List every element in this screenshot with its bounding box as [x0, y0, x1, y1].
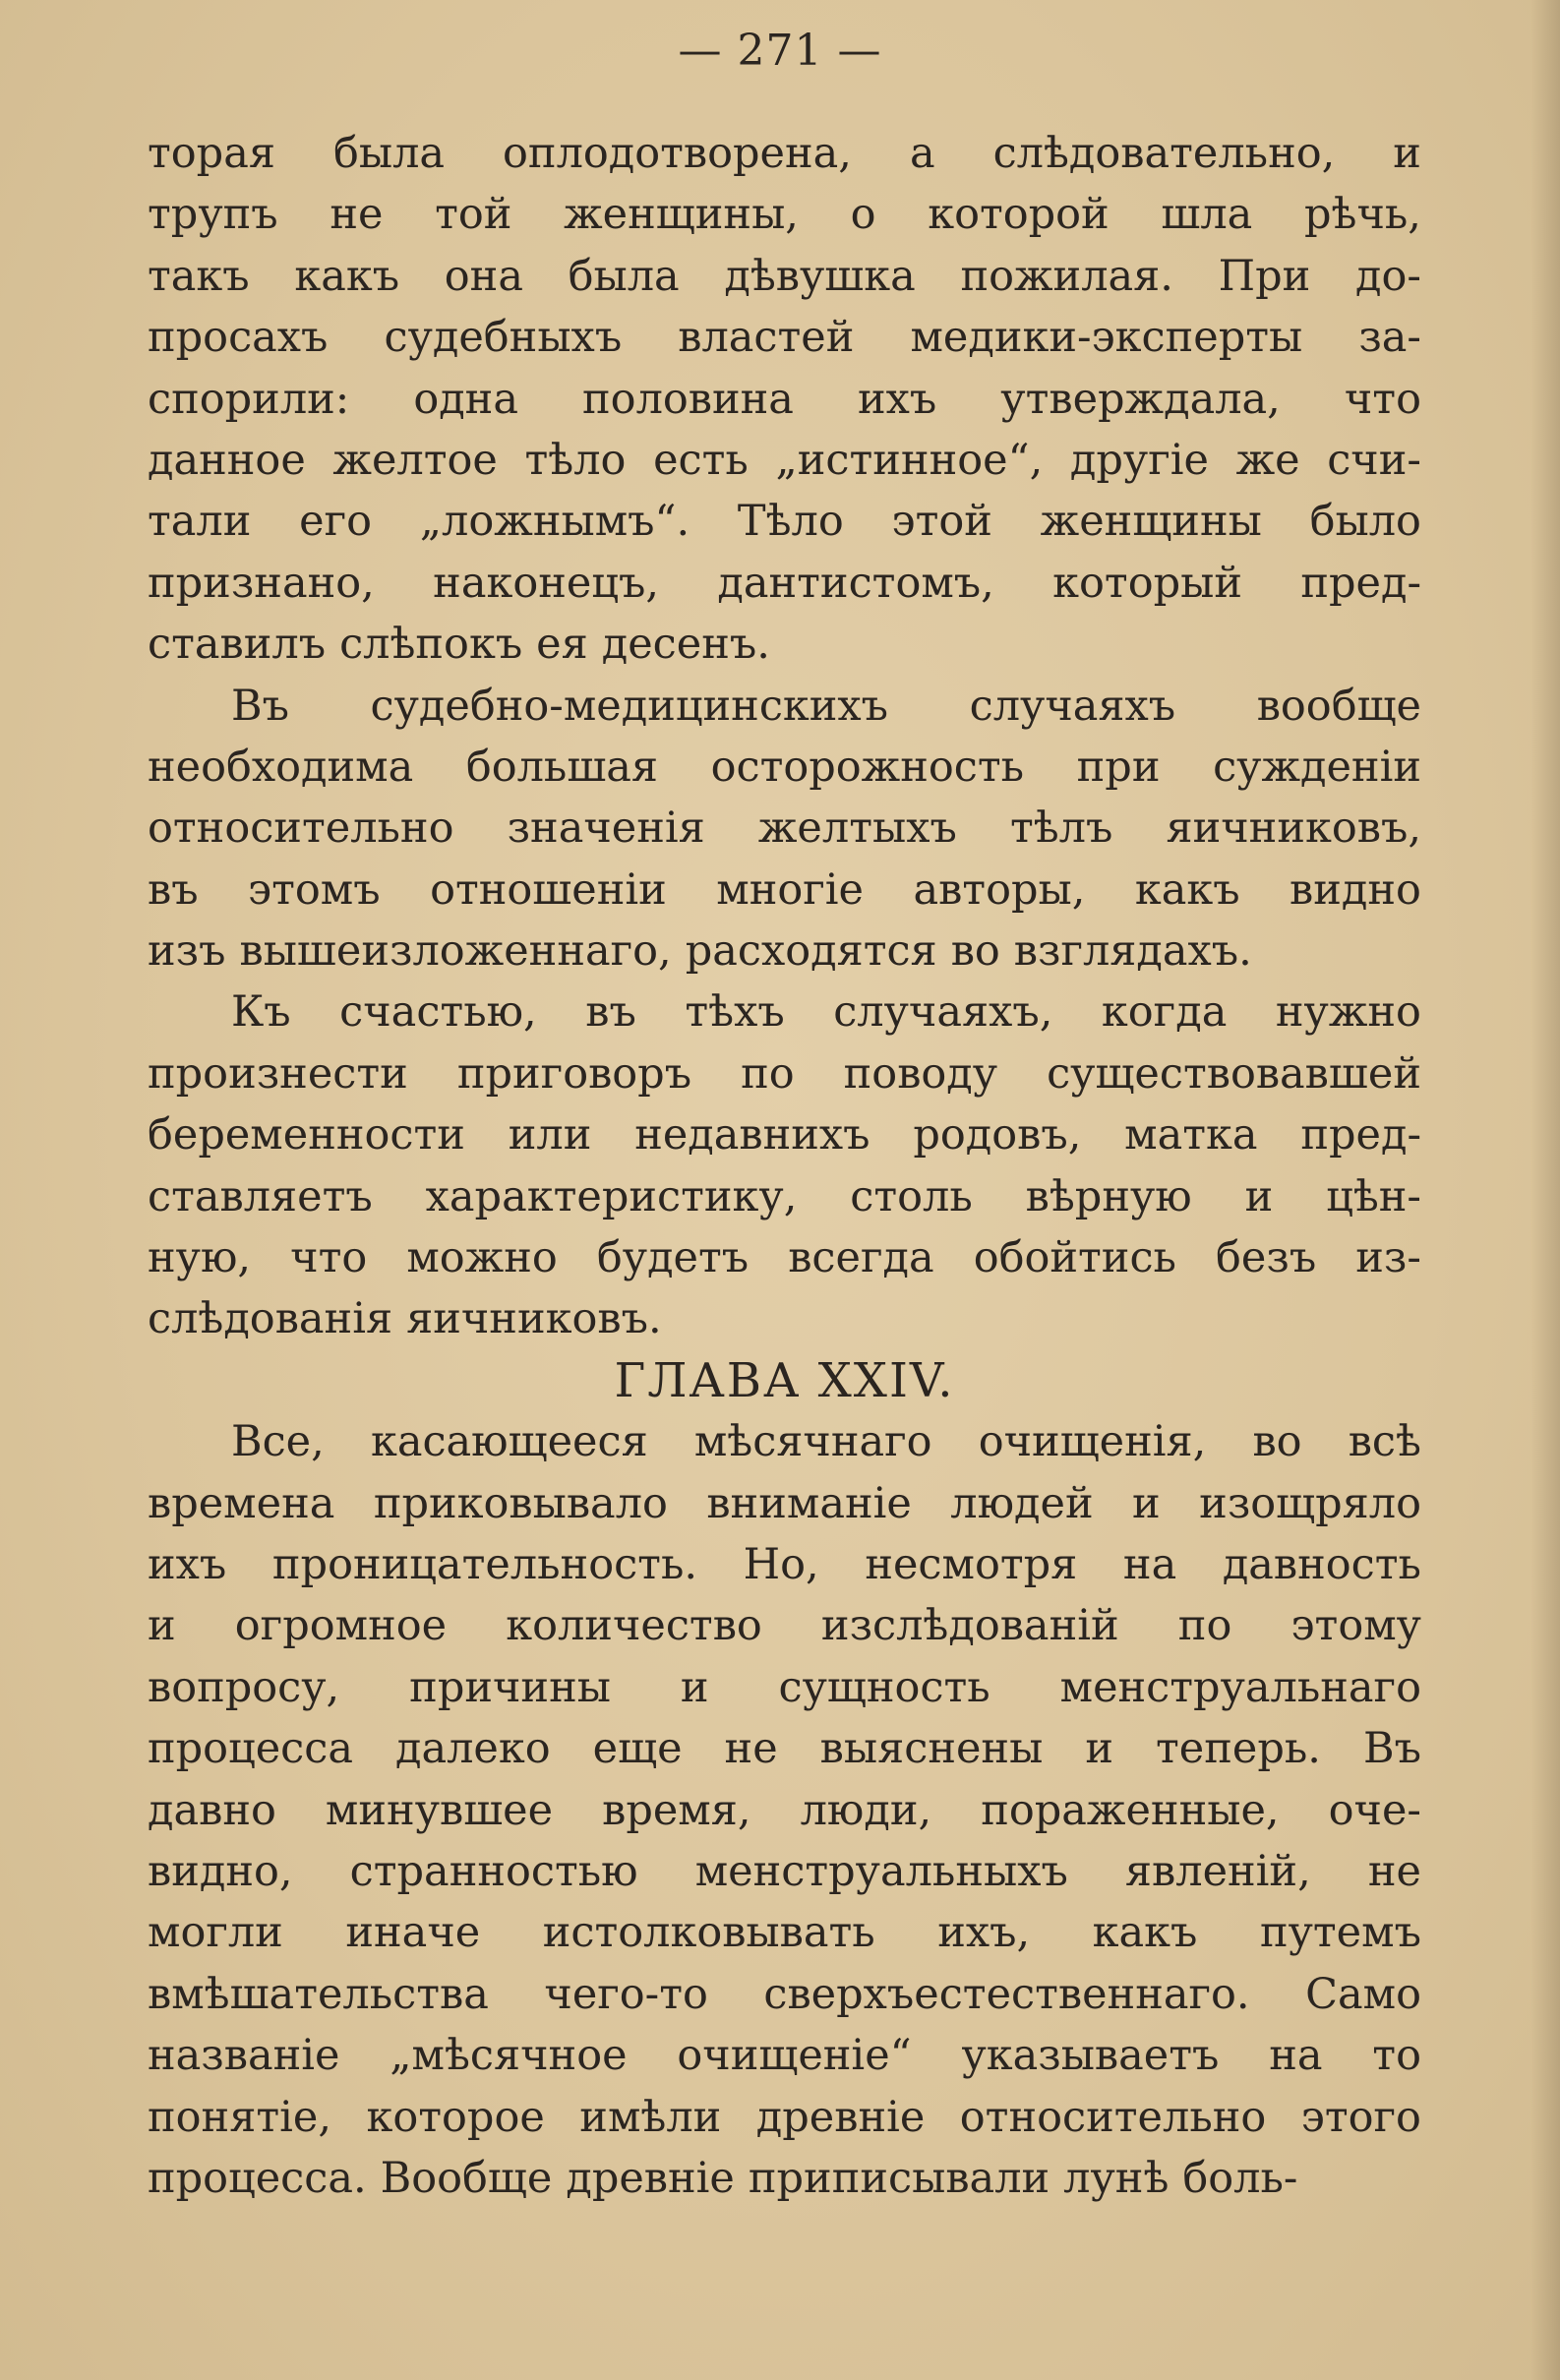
word: древніе: [566, 2153, 735, 2203]
word: время,: [602, 1785, 751, 1835]
word: о: [850, 190, 876, 240]
word: Въ: [231, 681, 289, 731]
word: всѣ: [1348, 1417, 1421, 1467]
word: древніе: [755, 2092, 926, 2142]
word: была: [332, 129, 446, 178]
word: боль-: [1182, 2153, 1298, 2203]
word: дѣвушка: [724, 251, 916, 301]
text-line: [148, 1166, 1421, 1227]
word: же: [1235, 435, 1300, 485]
word: которое: [366, 2092, 545, 2142]
word: можно: [406, 1233, 558, 1283]
word: многіе: [716, 864, 864, 915]
text-line: [148, 1841, 1421, 1902]
word: касающееся: [370, 1417, 648, 1467]
word: его: [299, 497, 373, 547]
text-line: [148, 430, 1421, 491]
word: женщины,: [564, 190, 799, 240]
word: въ: [148, 864, 199, 915]
word: взглядахъ.: [1013, 926, 1252, 977]
word: тали: [148, 497, 252, 547]
word: безъ: [1216, 1233, 1317, 1283]
word: приковывало: [373, 1478, 668, 1528]
word: Къ: [231, 987, 291, 1038]
word: обойтись: [973, 1233, 1176, 1283]
word: странностью: [349, 1846, 638, 1896]
word: вмѣшательства: [148, 1969, 489, 2019]
word: количество: [506, 1601, 762, 1651]
word: дантистомъ,: [717, 558, 994, 608]
word: она: [444, 251, 523, 301]
word: по: [741, 1048, 795, 1099]
word: или: [508, 1110, 592, 1160]
word: десенъ.: [601, 620, 770, 670]
word: и: [148, 1601, 176, 1651]
word: при: [1076, 742, 1161, 792]
word: цѣн-: [1326, 1171, 1421, 1221]
text-line: [148, 307, 1421, 368]
word: огромное: [234, 1601, 448, 1651]
paragraph: [148, 1411, 1421, 2209]
word: ставилъ: [148, 620, 327, 670]
word: „мѣсячное: [390, 2031, 628, 2081]
word: вѣрную: [1025, 1171, 1192, 1221]
word: минувшее: [325, 1785, 554, 1835]
word: какъ: [1134, 864, 1240, 915]
word: было: [1309, 497, 1421, 547]
word: людей: [950, 1478, 1094, 1528]
word: той: [435, 190, 512, 240]
word: сужденіи: [1213, 742, 1421, 792]
text-line: [148, 1595, 1421, 1656]
text-line: [148, 860, 1421, 921]
word: всегда: [788, 1233, 934, 1283]
word: который: [1052, 558, 1243, 608]
word: относительно: [959, 2092, 1267, 2142]
word: времена: [148, 1478, 335, 1528]
word: указываетъ: [961, 2031, 1220, 2081]
text-line: [148, 1104, 1421, 1165]
word: ихъ,: [937, 1908, 1031, 1958]
word: расходятся: [685, 926, 937, 977]
word: желтое: [332, 435, 498, 485]
word: При: [1218, 251, 1311, 301]
text-line: [148, 2025, 1421, 2086]
word: просахъ: [148, 313, 329, 363]
word: этомъ: [248, 864, 381, 915]
word: не: [724, 1724, 778, 1774]
word: рѣчь,: [1304, 190, 1421, 240]
page-edge-shadow: [1530, 0, 1560, 2380]
word: оплодотворена,: [503, 129, 852, 178]
text-line: [148, 1227, 1421, 1288]
word: одна: [413, 374, 518, 424]
text-line: [148, 184, 1421, 245]
word: которой: [928, 190, 1110, 240]
text-line: [148, 1657, 1421, 1718]
word: недавнихъ: [634, 1110, 870, 1160]
word: пред-: [1300, 558, 1421, 608]
word: изощряло: [1199, 1478, 1421, 1528]
word: не: [330, 190, 384, 240]
text-line: [148, 676, 1421, 737]
page-number: — 271 —: [678, 26, 882, 76]
word: по: [1177, 1601, 1232, 1651]
word: изъ: [148, 926, 226, 977]
word: спорили:: [148, 374, 350, 424]
word: проницательность.: [271, 1539, 698, 1589]
text-line: [148, 1288, 1421, 1349]
word: шла: [1161, 190, 1253, 240]
word: люди,: [800, 1785, 932, 1835]
word: и: [1132, 1478, 1161, 1528]
word: вопросу,: [148, 1662, 340, 1712]
word: истолковывать: [542, 1908, 875, 1958]
word: Тѣло: [737, 497, 844, 547]
word: столь: [850, 1171, 973, 1221]
word: пожилая.: [960, 251, 1173, 301]
word: счи-: [1327, 435, 1421, 485]
word: „истинное“,: [775, 435, 1044, 485]
word: тѣхъ: [685, 987, 785, 1038]
word: процесса: [148, 1724, 353, 1774]
text-line: [148, 1534, 1421, 1595]
chapter-title: ГЛАВА XXIV.: [614, 1352, 955, 1408]
word: „ложнымъ“.: [419, 497, 690, 547]
word: нужно: [1275, 987, 1421, 1038]
word: оче-: [1328, 1785, 1421, 1835]
text-line: [148, 1043, 1421, 1104]
word: приписывали: [748, 2153, 1050, 2203]
word: на: [1269, 2031, 1323, 2081]
word: Само: [1305, 1969, 1421, 2019]
word: пораженные,: [981, 1785, 1280, 1835]
word: имѣли: [579, 2092, 722, 2142]
word: и: [1393, 129, 1421, 178]
word: вообще: [1256, 681, 1421, 731]
word: и: [680, 1662, 709, 1712]
word: причины: [409, 1662, 611, 1712]
word: поводу: [843, 1048, 998, 1099]
word: отношеніи: [430, 864, 667, 915]
word: этого: [1300, 2092, 1421, 2142]
text-line: [148, 1411, 1421, 1472]
body-text: [148, 123, 1421, 2209]
word: беременности: [148, 1110, 465, 1160]
word: процесса.: [148, 2153, 367, 2203]
word: очищеніе“: [677, 2031, 912, 2081]
text-line: [148, 369, 1421, 430]
text-line: [148, 123, 1421, 184]
word: и: [1085, 1724, 1113, 1774]
word: менструальныхъ: [694, 1846, 1068, 1896]
word: была: [568, 251, 680, 301]
word: что: [290, 1233, 368, 1283]
word: трупъ: [148, 190, 278, 240]
word: слѣдованія: [148, 1294, 393, 1344]
word: признано,: [148, 558, 375, 608]
word: давность: [1222, 1539, 1421, 1589]
word: необходима: [148, 742, 414, 792]
word: вышеизложеннаго,: [239, 926, 672, 977]
text-line: [148, 737, 1421, 798]
text-line: [148, 1902, 1421, 1963]
text-line: [148, 921, 1421, 982]
word: во: [1252, 1417, 1302, 1467]
paragraph: [148, 982, 1421, 1349]
word: сверхъестественнаго.: [763, 1969, 1250, 2019]
word: утверждала,: [1000, 374, 1281, 424]
text-line: [148, 246, 1421, 307]
word: изслѣдованій: [820, 1601, 1119, 1651]
word: относительно: [148, 803, 454, 854]
word: и: [1244, 1171, 1274, 1221]
word: вниманіе: [706, 1478, 912, 1528]
paragraph: [148, 676, 1421, 982]
word: очищенія,: [978, 1417, 1207, 1467]
pre-chapter-text: [148, 123, 1421, 1350]
word: иначе: [345, 1908, 481, 1958]
word: этому: [1290, 1601, 1421, 1651]
word: желтыхъ: [757, 803, 957, 854]
word: большая: [465, 742, 659, 792]
word: яичниковъ.: [406, 1294, 662, 1344]
word: теперь.: [1156, 1724, 1321, 1774]
chapter-body-text: [148, 1411, 1421, 2209]
word: приговоръ: [456, 1048, 692, 1099]
word: ставляетъ: [148, 1171, 373, 1221]
text-line: [148, 553, 1421, 614]
word: менструальнаго: [1059, 1662, 1421, 1712]
text-line: [148, 491, 1421, 552]
word: могли: [148, 1908, 283, 1958]
word: половина: [582, 374, 794, 424]
word: давно: [148, 1785, 276, 1835]
word: такъ: [148, 251, 250, 301]
word: путемъ: [1259, 1908, 1421, 1958]
word: Въ: [1362, 1724, 1421, 1774]
word: матка: [1124, 1110, 1258, 1160]
word: властей: [678, 313, 855, 363]
text-line: [148, 2148, 1421, 2209]
word: ея: [536, 620, 588, 670]
word: родовъ,: [913, 1110, 1082, 1160]
word: осторожность: [710, 742, 1025, 792]
word: значенія: [507, 803, 705, 854]
word: из-: [1355, 1233, 1421, 1283]
text-line: [148, 1964, 1421, 2025]
word: когда: [1101, 987, 1228, 1038]
word: видно: [1290, 864, 1421, 915]
word: наконецъ,: [433, 558, 660, 608]
word: понятіе,: [148, 2092, 331, 2142]
text-line: [148, 1473, 1421, 1534]
word: чего-то: [544, 1969, 708, 2019]
word: медики-эксперты: [910, 313, 1303, 363]
word: видно,: [148, 1846, 293, 1896]
word: авторы,: [913, 864, 1086, 915]
word: сущность: [778, 1662, 990, 1712]
word: пред-: [1300, 1110, 1421, 1160]
text-line: [148, 2087, 1421, 2148]
word: счастью,: [339, 987, 537, 1038]
word: судебно-медицинскихъ: [370, 681, 889, 731]
word: женщины: [1040, 497, 1262, 547]
word: слѣпокъ: [339, 620, 523, 670]
word: ихъ: [148, 1539, 227, 1589]
text-line: [148, 798, 1421, 859]
word: яичниковъ,: [1166, 803, 1421, 854]
word: Вообще: [380, 2153, 553, 2203]
word: явленій,: [1124, 1846, 1311, 1896]
word: лунѣ: [1063, 2153, 1170, 2203]
word: слѣдовательно,: [992, 129, 1336, 178]
word: существовавшей: [1047, 1048, 1421, 1099]
word: что: [1344, 374, 1421, 424]
text-line: [148, 1780, 1421, 1841]
word: тѣло: [524, 435, 627, 485]
word: на: [1122, 1539, 1177, 1589]
word: случаяхъ: [969, 681, 1176, 731]
word: за-: [1358, 313, 1421, 363]
word: а: [909, 129, 935, 178]
word: въ: [585, 987, 636, 1038]
word: мѣсячнаго: [693, 1417, 932, 1467]
word: далеко: [395, 1724, 551, 1774]
word: тѣлъ: [1009, 803, 1113, 854]
word: Но,: [743, 1539, 819, 1589]
text-line: [148, 614, 1421, 675]
word: Все,: [231, 1417, 325, 1467]
word: во: [950, 926, 1000, 977]
word: выяснены: [819, 1724, 1044, 1774]
word: еще: [592, 1724, 683, 1774]
word: будетъ: [596, 1233, 750, 1283]
word: до-: [1355, 251, 1421, 301]
word: названіе: [148, 2031, 340, 2081]
word: несмотря: [865, 1539, 1078, 1589]
word: какъ: [294, 251, 400, 301]
word: какъ: [1092, 1908, 1198, 1958]
text-line: [148, 982, 1421, 1042]
word: данное: [148, 435, 306, 485]
word: то: [1372, 2031, 1421, 2081]
word: характеристику,: [425, 1171, 798, 1221]
text-line: [148, 1718, 1421, 1779]
word: этой: [891, 497, 992, 547]
word: случаяхъ,: [833, 987, 1053, 1038]
word: другіе: [1069, 435, 1209, 485]
word: ную,: [148, 1233, 252, 1283]
word: есть: [653, 435, 749, 485]
word: судебныхъ: [384, 313, 623, 363]
word: произнести: [148, 1048, 408, 1099]
word: не: [1367, 1846, 1421, 1896]
paragraph: [148, 123, 1421, 676]
word: торая: [148, 129, 275, 178]
word: ихъ: [857, 374, 937, 424]
